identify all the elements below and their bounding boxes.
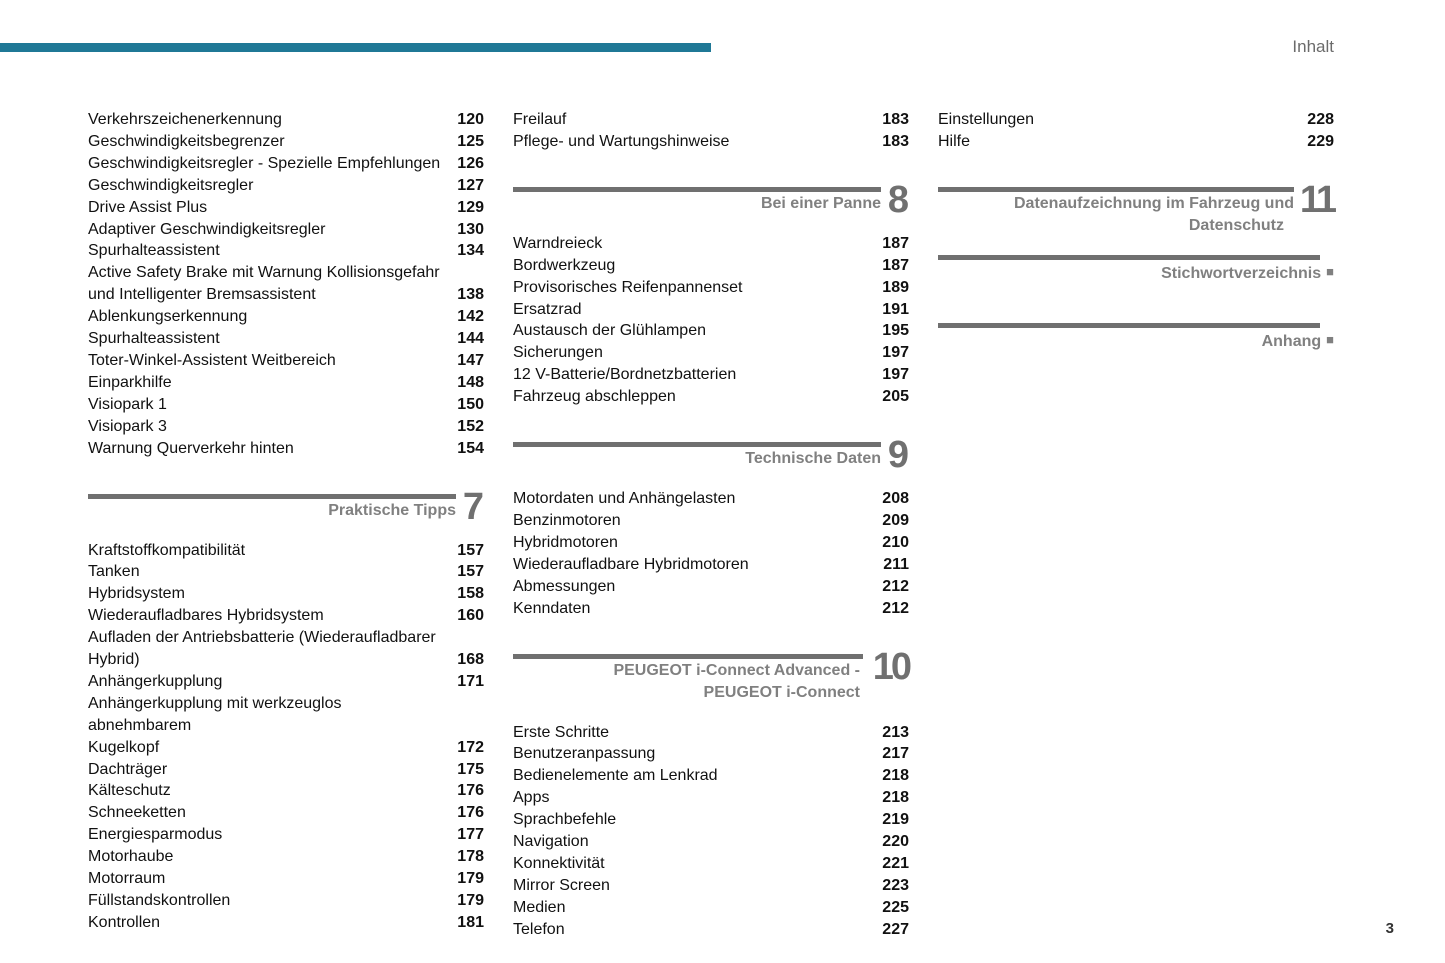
toc-list: [513, 233, 909, 408]
toc-entry[interactable]: [513, 532, 909, 554]
toc-entry-title: und Intelligenter Bremsassistent: [88, 286, 316, 304]
toc-entry-page: 209: [882, 511, 909, 529]
toc-entry-page: 195: [882, 322, 909, 340]
toc-entry-page: 210: [882, 533, 909, 551]
section-title-line: PEUGEOT i-Connect Advanced -: [613, 661, 860, 679]
section-header-appendix[interactable]: [938, 323, 1334, 367]
toc-entry[interactable]: [88, 802, 484, 824]
toc-column-2: [513, 109, 909, 941]
section-number: 11: [1299, 178, 1334, 221]
section-divider: [513, 187, 881, 192]
toc-entry-title: Hybrid): [88, 651, 140, 669]
section-header-11[interactable]: [938, 178, 1334, 253]
toc-entry[interactable]: [88, 561, 484, 583]
toc-entry-page: 218: [882, 767, 909, 785]
toc-entry-page: 154: [457, 439, 484, 457]
toc-entry[interactable]: [513, 576, 909, 598]
toc-entry[interactable]: [88, 846, 484, 868]
toc-entry-page: 120: [457, 111, 484, 128]
section-title: [540, 660, 860, 704]
page-number: 3: [1385, 920, 1394, 937]
toc-entry-title: Bordwerkzeug: [513, 256, 616, 274]
toc-entry-page: 217: [882, 745, 909, 763]
toc-entry[interactable]: [88, 438, 484, 460]
toc-entry-title: Erste Schritte: [513, 723, 610, 741]
toc-entry[interactable]: [513, 386, 909, 408]
toc-entry[interactable]: [88, 131, 484, 153]
section-number: 8: [887, 178, 909, 221]
page-header-title: Inhalt: [1292, 37, 1334, 56]
toc-entry-page: 205: [882, 388, 909, 406]
toc-entry-page: 130: [457, 220, 484, 238]
toc-entry-title: Hybridsystem: [88, 585, 185, 603]
toc-entry[interactable]: [513, 897, 909, 919]
toc-entry[interactable]: [513, 510, 909, 532]
section-number: 10: [872, 645, 909, 688]
toc-entry-title: Dachträger: [88, 760, 168, 778]
toc-entry-page: 150: [457, 395, 484, 413]
toc-entry-page: 187: [882, 234, 909, 252]
toc-entry-title: Geschwindigkeitsregler: [88, 176, 254, 194]
toc-entry-title: Kraftstoffkompatibilität: [88, 541, 246, 559]
toc-entry-title: 12 V-Batterie/Bordnetzbatterien: [513, 366, 737, 384]
square-marker-icon: ■: [1326, 331, 1334, 347]
toc-entry-page: 148: [457, 373, 484, 391]
toc-entry[interactable]: [513, 722, 909, 744]
toc-entry[interactable]: [513, 919, 909, 941]
toc-column-1: [88, 109, 484, 934]
toc-entry-title: Active Safety Brake mit Warnung Kollisionsgefahr: [88, 264, 440, 282]
toc-entry[interactable]: [513, 233, 909, 255]
toc-entry-title: Kontrollen: [88, 913, 161, 931]
toc-entry-title: Hilfe: [938, 132, 971, 150]
toc-entry-title: Einparkhilfe: [88, 373, 172, 391]
toc-entry-page: 179: [457, 892, 484, 909]
toc-entry-title: Tanken: [88, 563, 140, 581]
toc-entry[interactable]: [88, 824, 484, 846]
toc-entry-title: Motorhaube: [88, 848, 174, 866]
toc-entry[interactable]: [88, 649, 484, 671]
toc-entry[interactable]: [513, 320, 909, 342]
section-title-text: Anhang: [1261, 332, 1322, 350]
toc-entry-title: Abmessungen: [513, 577, 616, 595]
toc-entry-page: 171: [457, 672, 484, 690]
toc-entry[interactable]: [88, 109, 484, 131]
toc-entry-title: Kälteschutz: [88, 782, 171, 800]
toc-entry-page: 183: [882, 132, 909, 150]
toc-entry[interactable]: [513, 554, 909, 576]
toc-entry-page: 126: [457, 154, 484, 172]
toc-list: [513, 488, 909, 619]
toc-entry-page: 183: [882, 111, 909, 128]
toc-entry[interactable]: [513, 875, 909, 897]
toc-entry-title: Kenndaten: [513, 599, 591, 617]
toc-entry-title: Verkehrszeichenerkennung: [88, 111, 282, 128]
toc-entry-page: 144: [457, 330, 484, 348]
toc-entry-title: Konnektivität: [513, 854, 605, 872]
section-divider: [513, 442, 881, 447]
toc-entry[interactable]: [513, 853, 909, 875]
toc-entry[interactable]: [513, 831, 909, 853]
toc-entry-page: 223: [882, 876, 909, 894]
toc-entry[interactable]: [513, 743, 909, 765]
toc-entry-page: 219: [882, 811, 909, 829]
toc-entry-title: Austausch der Glühlampen: [513, 322, 706, 340]
square-marker-icon: ■: [1326, 263, 1334, 279]
toc-entry-page: 191: [882, 300, 909, 318]
toc-entry-page: 181: [457, 913, 484, 931]
toc-entry-title: Provisorisches Reifenpannenset: [513, 278, 743, 296]
toc-entry-title: Anhängerkupplung: [88, 672, 223, 690]
toc-entry-title: Hybridmotoren: [513, 533, 618, 551]
toc-entry[interactable]: [88, 890, 484, 912]
toc-entry[interactable]: [88, 262, 484, 284]
toc-entry-page: 127: [457, 176, 484, 194]
toc-entry-page: 212: [882, 599, 909, 617]
toc-entry[interactable]: [88, 627, 484, 649]
toc-entry-page: 179: [457, 870, 484, 888]
toc-list: [88, 540, 484, 934]
toc-entry-page: 187: [882, 256, 909, 274]
toc-entry[interactable]: [513, 787, 909, 809]
toc-entry-title: Kugelkopf: [88, 738, 160, 756]
toc-entry-page: 176: [457, 804, 484, 822]
toc-entry[interactable]: [88, 912, 484, 934]
toc-entry-page: 228: [1307, 111, 1334, 128]
section-divider: [938, 187, 1294, 192]
toc-entry[interactable]: [88, 240, 484, 262]
toc-entry-title: Adaptiver Geschwindigkeitsregler: [88, 220, 326, 238]
toc-entry-title: Benzinmotoren: [513, 511, 621, 529]
section-number: 7: [462, 485, 484, 528]
toc-entry[interactable]: [88, 306, 484, 328]
toc-entry-title: Medien: [513, 898, 566, 916]
toc-entry-title: Füllstandskontrollen: [88, 892, 231, 909]
toc-entry-title: Bedienelemente am Lenkrad: [513, 767, 718, 785]
toc-entry-title: Energiesparmodus: [88, 826, 223, 844]
toc-entry[interactable]: [513, 809, 909, 831]
toc-entry[interactable]: [513, 342, 909, 364]
toc-entry[interactable]: [88, 759, 484, 781]
toc-column-3: [938, 109, 1334, 369]
toc-entry-title: Benutzeranpassung: [513, 745, 656, 763]
toc-entry[interactable]: [513, 277, 909, 299]
toc-entry-page: 208: [882, 490, 909, 508]
toc-entry-title: Wiederaufladbares Hybridsystem: [88, 607, 324, 625]
toc-entry[interactable]: [88, 780, 484, 802]
toc-list: [938, 109, 1334, 153]
toc-entry-title: Motordaten und Anhängelasten: [513, 490, 736, 508]
toc-entry[interactable]: [88, 540, 484, 562]
toc-entry[interactable]: [88, 605, 484, 627]
toc-entry-title: Telefon: [513, 920, 565, 938]
toc-entry[interactable]: [88, 394, 484, 416]
toc-list: [513, 722, 909, 941]
section-title: [952, 329, 1334, 353]
toc-entry[interactable]: [88, 868, 484, 890]
toc-entry-page: 147: [457, 351, 484, 369]
section-divider: [88, 494, 456, 499]
section-title: Bei einer Panne: [760, 194, 881, 212]
section-title-text: Stichwortverzeichnis: [1161, 264, 1322, 282]
section-title-line: Datenaufzeichnung im Fahrzeug und: [1013, 194, 1294, 212]
toc-entry-title: Pflege- und Wartungshinweise: [513, 132, 730, 150]
toc-entry-title: Einstellungen: [938, 111, 1035, 128]
section-title: Praktische Tipps: [328, 501, 456, 519]
toc-entry[interactable]: [88, 197, 484, 219]
toc-entry-title: Navigation: [513, 833, 589, 851]
toc-entry-page: 197: [882, 366, 909, 384]
toc-entry-title: Spurhalteassistent: [88, 242, 220, 260]
header-accent-bar: [0, 43, 711, 52]
toc-entry[interactable]: [938, 109, 1334, 131]
toc-entry[interactable]: [513, 488, 909, 510]
toc-entry-page: 176: [457, 782, 484, 800]
toc-entry-title: Warndreieck: [513, 234, 603, 252]
toc-entry-title: Warnung Querverkehr hinten: [88, 439, 294, 457]
toc-entry-page: 213: [882, 723, 909, 741]
toc-entry[interactable]: [938, 131, 1334, 153]
toc-entry[interactable]: [88, 284, 484, 306]
toc-entry[interactable]: [513, 131, 909, 153]
section-header-8[interactable]: [513, 178, 909, 231]
section-header-9[interactable]: [513, 434, 909, 486]
toc-list: [513, 109, 909, 153]
toc-entry-title: Sprachbefehle: [513, 811, 617, 829]
toc-entry[interactable]: [88, 153, 484, 175]
toc-entry-page: 152: [457, 417, 484, 435]
section-divider: [513, 654, 863, 659]
toc-entry-title: Toter-Winkel-Assistent Weitbereich: [88, 351, 336, 369]
toc-entry-page: 225: [882, 898, 909, 916]
toc-entry-page: 160: [457, 607, 484, 625]
toc-entry-page: 158: [457, 585, 484, 603]
toc-entry[interactable]: [88, 350, 484, 372]
toc-entry-page: 125: [457, 132, 484, 150]
toc-entry-title: Sicherungen: [513, 344, 603, 362]
toc-entry-page: 157: [457, 563, 484, 581]
toc-entry-title: Drive Assist Plus: [88, 198, 208, 216]
toc-entry[interactable]: [513, 299, 909, 321]
toc-entry-page: 197: [882, 344, 909, 362]
toc-entry-page: 157: [457, 541, 484, 559]
toc-entry-page: 175: [457, 760, 484, 778]
toc-entry-title: Visiopark 1: [88, 395, 167, 413]
section-header-7[interactable]: [88, 485, 484, 538]
toc-entry-title: Visiopark 3: [88, 417, 167, 435]
section-title-line: Datenschutz: [1188, 216, 1284, 234]
toc-entry[interactable]: [88, 328, 484, 350]
toc-entry[interactable]: [88, 583, 484, 605]
section-header-index[interactable]: [938, 255, 1334, 321]
toc-entry-page: 189: [882, 278, 909, 296]
toc-entry-page: 138: [457, 286, 484, 304]
toc-entry-title: Freilauf: [513, 111, 567, 128]
toc-list: [88, 109, 484, 460]
toc-entry-page: 229: [1307, 132, 1334, 150]
toc-entry-title: Spurhalteassistent: [88, 330, 220, 348]
toc-entry[interactable]: [513, 255, 909, 277]
toc-entry-title: Motorraum: [88, 870, 166, 888]
toc-entry-title: Geschwindigkeitsbegrenzer: [88, 132, 285, 150]
section-title-line: PEUGEOT i-Connect: [703, 683, 860, 701]
toc-entry-page: 168: [457, 651, 484, 669]
section-title: [938, 193, 1294, 237]
toc-entry[interactable]: [88, 693, 484, 737]
toc-entry[interactable]: [88, 416, 484, 438]
toc-entry-title: Wiederaufladbare Hybridmotoren: [513, 555, 749, 573]
toc-entry-title: Schneeketten: [88, 804, 186, 822]
toc-entry[interactable]: [88, 372, 484, 394]
toc-entry-page: 227: [882, 920, 909, 938]
toc-entry-page: 142: [457, 308, 484, 326]
toc-entry-page: 177: [457, 826, 484, 844]
section-title: Technische Daten: [745, 450, 881, 468]
section-divider: [938, 255, 1320, 260]
toc-entry-page: 211: [883, 555, 909, 573]
toc-entry[interactable]: [88, 671, 484, 693]
toc-entry[interactable]: [88, 219, 484, 241]
section-divider: [938, 323, 1320, 328]
section-title: [952, 261, 1334, 285]
toc-entry-page: 220: [882, 833, 909, 851]
toc-entry-title: Apps: [513, 789, 550, 807]
toc-entry-title: Ablenkungserkennung: [88, 308, 248, 326]
toc-entry[interactable]: [513, 765, 909, 787]
toc-entry-page: 218: [882, 789, 909, 807]
toc-entry[interactable]: [88, 737, 484, 759]
toc-entry-title: Anhängerkupplung mit werkzeuglos abnehmbarem: [88, 694, 342, 734]
toc-entry-title: Geschwindigkeitsregler - Spezielle Empfehlungen: [88, 154, 441, 172]
toc-entry-page: 178: [457, 848, 484, 866]
toc-entry-page: 221: [882, 854, 909, 872]
toc-entry-title: Fahrzeug abschleppen: [513, 388, 676, 406]
toc-entry[interactable]: [513, 364, 909, 386]
toc-entry-title: Aufladen der Antriebsbatterie (Wiederaufladbarer: [88, 629, 436, 647]
toc-entry-page: 129: [457, 198, 484, 216]
section-number: 9: [887, 434, 909, 477]
toc-entry[interactable]: [88, 175, 484, 197]
toc-entry[interactable]: [513, 109, 909, 131]
toc-entry-title: Mirror Screen: [513, 876, 610, 894]
toc-entry-page: 212: [882, 577, 909, 595]
toc-entry-title: Ersatzrad: [513, 300, 582, 318]
section-header-10[interactable]: [513, 645, 909, 720]
toc-entry-page: 134: [457, 242, 484, 260]
toc-entry[interactable]: [513, 598, 909, 620]
toc-entry-page: 172: [457, 738, 484, 756]
